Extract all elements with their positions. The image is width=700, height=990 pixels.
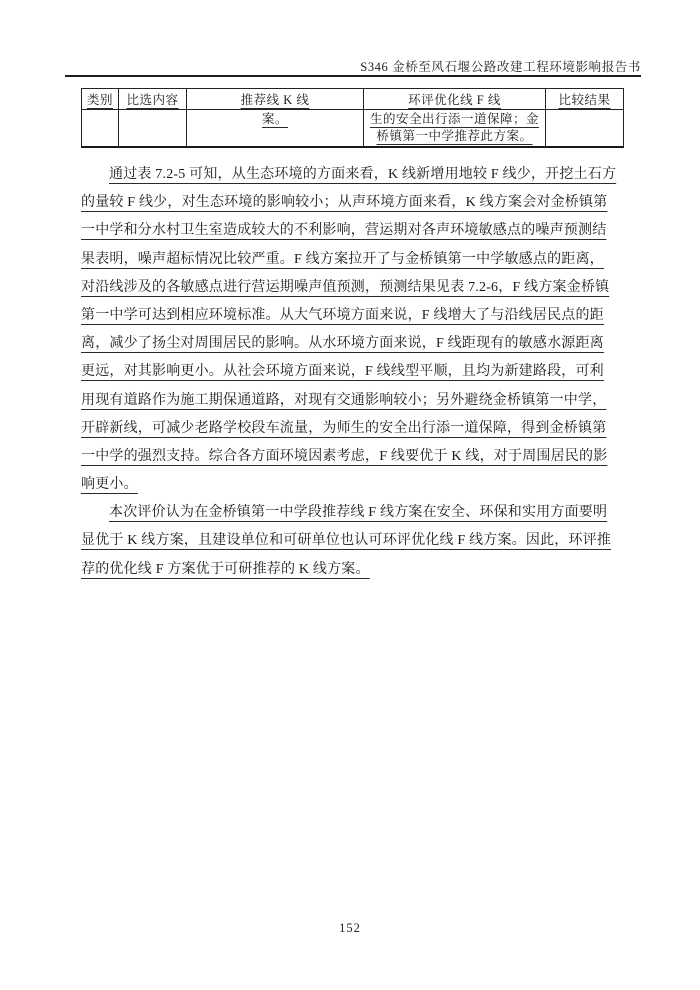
column-header-result [546, 89, 624, 110]
text-line [81, 189, 623, 217]
running-header-title: S346 金桥至风石堰公路改建工程环境影响报告书 [360, 60, 641, 74]
body-text [81, 161, 623, 584]
text-line-content: 通过表 7.2-5 可知，从生态环境的方面来看，K 线新增用地较 F 线少，开挖土石方 [109, 167, 617, 182]
text-line [81, 471, 623, 499]
column-header-compare-item-label: 比选内容 [126, 93, 179, 107]
paragraph-2 [81, 499, 623, 584]
text-line [81, 358, 623, 386]
table-header-row [82, 89, 624, 110]
page-number: 152 [339, 921, 361, 935]
text-line-content: 用现有道路作为施工期保通道路，对现有交通影响较小；另外避绕金桥镇第一中学， [81, 392, 607, 408]
text-line-content: 荐的优化线 F 方案优于可研推荐的 K 线方案。 [81, 561, 370, 577]
text-line-content: 一中学和分水村卫生室造成较大的不利影响，营运期对各声环境敏感点的噪声预测结 [81, 223, 607, 239]
text-line-content: 更远，对其影响更小。从社会环境方面来说，F 线线型平顺，且均为新建路段，可利 [81, 364, 604, 380]
column-header-k-line-label: 推荐线 K 线 [240, 93, 310, 107]
text-line [81, 415, 623, 443]
text-line [81, 527, 623, 555]
text-line [81, 217, 623, 245]
column-header-f-line-label: 环评优化线 F 线 [408, 93, 501, 107]
text-line-content: 开辟新线，可减少老路学校段车流量，为师生的安全出行添一道保障，得到金桥镇第 [81, 420, 607, 436]
cell-k-line [187, 110, 364, 148]
text-line [81, 302, 623, 330]
text-line-content: 对沿线涉及的各敏感点进行营运期噪声值预测，预测结果见表 7.2-6，F 线方案金桥镇 [81, 279, 610, 295]
text-line-content: 离，减少了扬尘对周围居民的影响。从水环境方面来说，F 线距现有的敏感水源距离 [81, 336, 604, 352]
text-line-content: 的量较 F 线少，对生态环境的影响较小；从声环境方面来看，K 线方案会对金桥镇第 [81, 195, 608, 211]
cell-compare-item [119, 110, 187, 148]
header-rule [65, 75, 641, 77]
text-line [81, 499, 623, 527]
comparison-table [81, 88, 624, 148]
cell-f-line-text: 生的安全出行添一道保障；金桥镇第一中学推荐此方案。 [369, 112, 539, 143]
cell-k-line-text: 案。 [261, 112, 288, 126]
cell-result [546, 110, 624, 148]
column-header-f-line [364, 89, 546, 110]
text-line [81, 330, 623, 358]
text-line-content: 果表明，噪声超标情况比较严重。F 线方案拉开了与金桥镇第一中学敏感点的距离， [81, 251, 604, 267]
text-line-content: 一中学的强烈支持。综合各方面环境因素考虑，F 线要优于 K 线，对于周围居民的影 [81, 448, 608, 464]
text-line [81, 387, 623, 415]
text-line [81, 274, 623, 302]
column-header-category [82, 89, 119, 110]
text-line-content: 本次评价认为在金桥镇第一中学段推荐线 F 线方案在安全、环保和实用方面要明 [109, 505, 608, 521]
text-line [81, 161, 623, 189]
column-header-result-label: 比较结果 [558, 93, 611, 107]
text-line [81, 443, 623, 471]
text-line-content: 显优于 K 线方案，且建设单位和可研单位也认可环评优化线 F 线方案。因此，环评推 [81, 533, 612, 549]
table-row [82, 110, 624, 148]
column-header-k-line [187, 89, 364, 110]
text-line-content: 第一中学可达到相应环境标准。从大气环境方面来说，F 线增大了与沿线居民点的距 [81, 307, 604, 323]
text-line [81, 246, 623, 274]
cell-category [82, 110, 119, 148]
column-header-compare-item [119, 89, 187, 110]
paragraph-1 [81, 161, 623, 499]
text-line-content: 响更小。 [81, 477, 138, 493]
cell-f-line [364, 110, 546, 148]
column-header-category-label: 类别 [86, 93, 113, 107]
text-line [81, 556, 623, 584]
